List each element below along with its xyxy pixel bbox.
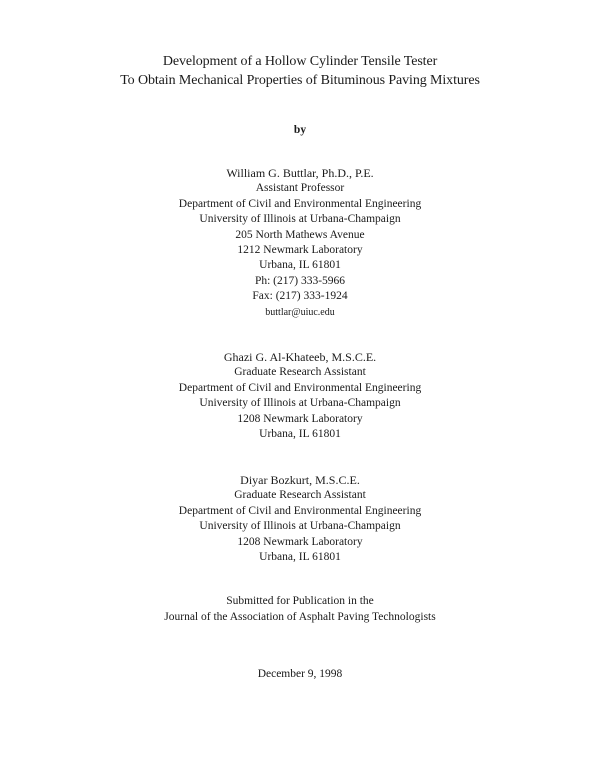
author-city: Urbana, IL 61801 <box>259 428 341 441</box>
title-line-2: To Obtain Mechanical Properties of Bituminous Paving Mixtures <box>120 73 480 88</box>
author-name: Ghazi G. Al-Khateeb, M.S.C.E. <box>223 350 377 364</box>
author-name: Diyar Bozkurt, M.S.C.E. <box>240 473 360 487</box>
submission-line-1: Submitted for Publication in the <box>226 595 374 607</box>
author-city: Urbana, IL 61801 <box>259 259 341 272</box>
by-label: by <box>293 124 307 136</box>
author-department: Department of Civil and Environmental Engineering <box>178 197 422 210</box>
author-block-3 <box>0 473 600 565</box>
author-name: William G. Buttlar, Ph.D., P.E. <box>226 166 374 180</box>
author-department: Department of Civil and Environmental Engineering <box>178 381 422 394</box>
title-line-1: Development of a Hollow Cylinder Tensile Tester <box>162 54 438 69</box>
author-block-1 <box>0 166 600 320</box>
author-title: Assistant Professor <box>255 182 345 195</box>
author-university: University of Illinois at Urbana-Champaign <box>199 213 401 226</box>
submission-note <box>0 594 600 625</box>
author-phone: Ph: (217) 333-5966 <box>254 274 346 287</box>
author-street: 205 North Mathews Avenue <box>235 228 365 241</box>
author-university: University of Illinois at Urbana-Champaign <box>199 397 401 410</box>
author-fax: Fax: (217) 333-1924 <box>252 290 348 303</box>
document-date: December 9, 1998 <box>257 668 343 680</box>
author-building: 1212 Newmark Laboratory <box>237 244 363 257</box>
author-building: 1208 Newmark Laboratory <box>237 535 363 548</box>
author-title: Graduate Research Assistant <box>234 366 366 379</box>
author-city: Urbana, IL 61801 <box>259 551 341 564</box>
author-department: Department of Civil and Environmental Engineering <box>178 504 422 517</box>
author-title: Graduate Research Assistant <box>234 489 366 502</box>
submission-journal: Journal of the Association of Asphalt Paving Technologists <box>164 610 436 623</box>
author-building: 1208 Newmark Laboratory <box>237 412 363 425</box>
author-block-2 <box>0 350 600 442</box>
author-university: University of Illinois at Urbana-Champaign <box>199 520 401 533</box>
author-email: buttlar@uiuc.edu <box>265 306 335 318</box>
